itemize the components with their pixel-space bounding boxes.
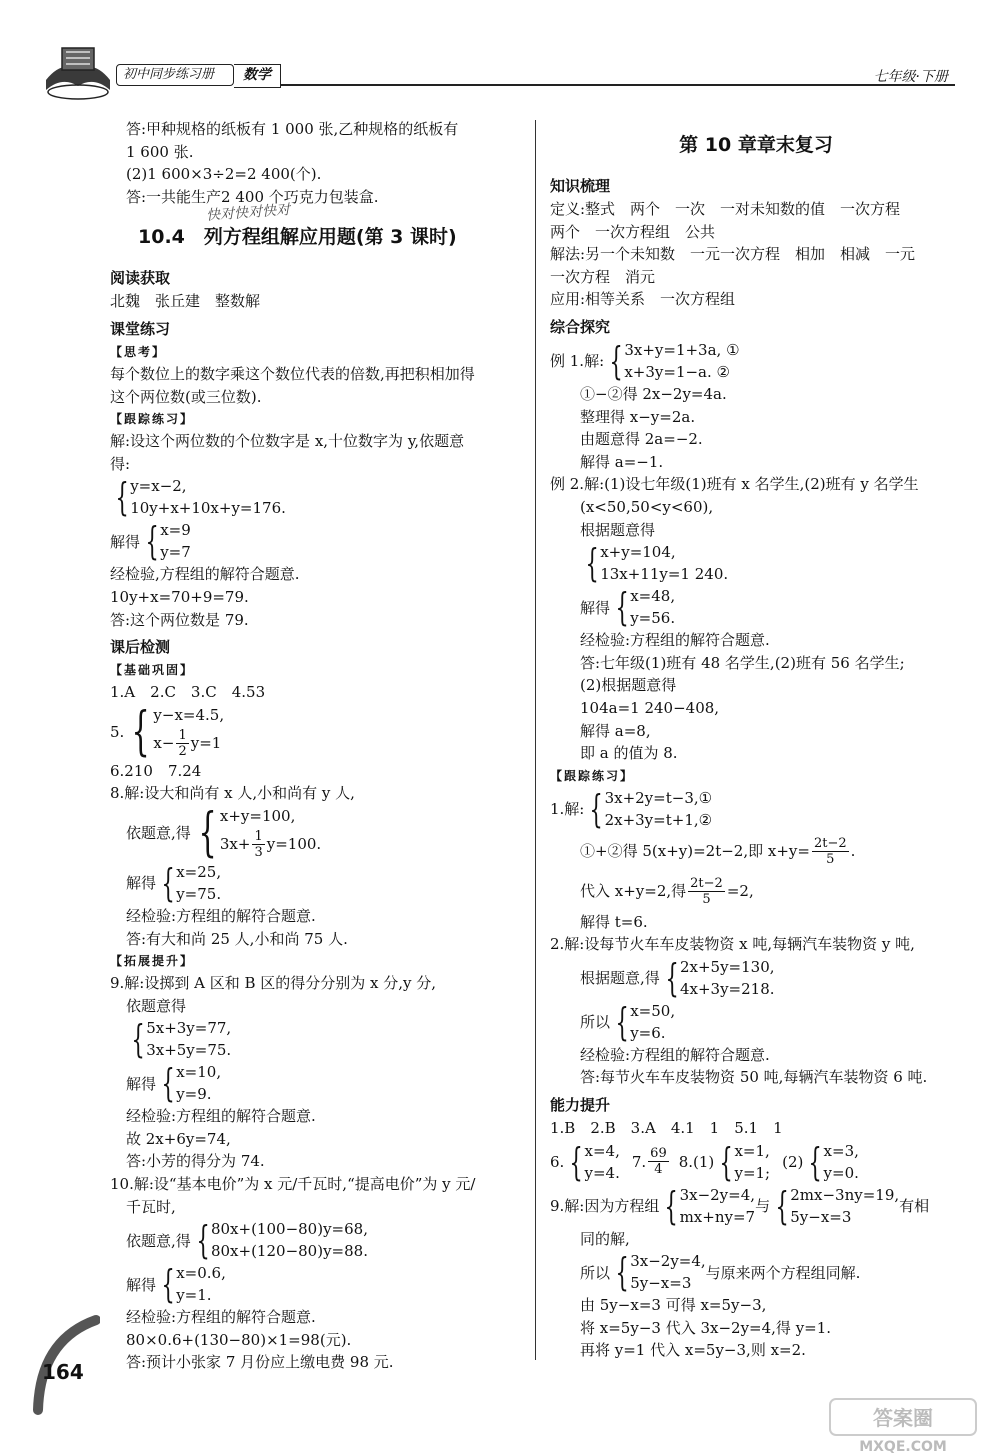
answer-line: 答:预计小张家 7 月份应上缴电费 98 元.	[126, 1353, 394, 1372]
brace-icon: {	[615, 585, 629, 630]
equation: 3x+5y=75.	[146, 1041, 232, 1060]
eq-part: .	[850, 841, 856, 860]
eq-part: ①+②得 5(x+y)=2t−2,即 x+y=	[580, 841, 810, 860]
equation: 5y−x=3	[630, 1274, 692, 1293]
answer-line: 答:一共能生产2 400 个巧克力包装盒.	[126, 187, 379, 206]
brace-icon: {	[609, 338, 623, 383]
check-line: 经检验,方程组的解符合题意.	[110, 565, 300, 584]
step-line: 再将 y=1 代入 x=5y−3,则 x=2.	[580, 1341, 806, 1360]
step-line: 整理得 x−y=2a.	[580, 407, 696, 426]
q10-head: 10.解:设“基本电价”为 x 元/千瓦时,“提高电价”为 y 元/	[110, 1175, 476, 1194]
section-title: 10.4 列方程组解应用题(第 3 课时)	[138, 226, 457, 249]
left-column	[110, 118, 525, 1374]
equation: x=25,	[176, 862, 222, 881]
brace-icon: {	[131, 1017, 145, 1062]
q6-label: 6.	[550, 1152, 565, 1171]
answers-1-4: 1.A 2.C 3.C 4.53	[110, 683, 266, 702]
step-line: 经检验:方程组的解符合题意.	[580, 631, 770, 650]
solution	[110, 519, 525, 563]
eq-part: 3x+	[219, 834, 251, 853]
step-line: 由 5y−x=3 可得 x=5y−3,	[580, 1296, 767, 1315]
equation: y=75.	[176, 884, 222, 903]
brace-icon: {	[615, 999, 629, 1044]
right-column	[550, 118, 962, 1362]
answers-1-5: 1.B 2.B 3.A 4.1 1 5.1 1	[550, 1119, 783, 1138]
fraction	[812, 836, 849, 867]
t2-system	[550, 956, 962, 1000]
answer-line: (2)1 600×3÷2=2 400(个).	[126, 165, 322, 184]
t1-label: 1.解:	[550, 800, 585, 819]
answer-line: 1 600 张.	[126, 142, 194, 161]
equation: y=1;	[734, 1163, 771, 1182]
equation: x+y=104,	[600, 543, 676, 562]
equation: y=4.	[584, 1163, 620, 1182]
step-line: 解得 a=−1.	[580, 452, 664, 471]
equation: 80x+(100−80)y=68,	[210, 1220, 368, 1239]
q10-solution	[110, 1262, 525, 1306]
equation-system	[110, 475, 525, 519]
page-header	[0, 0, 1000, 100]
yiti-label: 根据题意得	[580, 520, 656, 539]
watermark-logo-icon	[828, 1395, 978, 1455]
section-label-yuedu: 阅读获取	[110, 269, 171, 288]
page-number: 164	[42, 1360, 84, 1384]
suoyi-label: 所以	[580, 1013, 611, 1032]
step-line: 即 a 的值为 8.	[580, 744, 678, 763]
equation: x+3y=1−a. ②	[624, 362, 730, 381]
calc-line: 10y+x=70+9=79.	[110, 587, 249, 606]
equation	[153, 726, 224, 760]
equation: 3x−2y=4,	[630, 1252, 706, 1271]
jiede-label: 解得	[126, 874, 157, 893]
step-line: 将 x=5y−3 代入 3x−2y=4,得 y=1.	[580, 1318, 832, 1337]
answer-line: 答:每节火车车皮装物资 50 吨,每辆汽车装物资 6 吨.	[580, 1068, 928, 1087]
svg-text:MXQE.COM: MXQE.COM	[859, 1439, 947, 1455]
equation: x=0.6,	[176, 1264, 226, 1283]
equation: x=4,	[584, 1141, 620, 1160]
equation: y=56.	[630, 609, 676, 628]
q9-head: 9.解:设掷到 A 区和 B 区的得分分别为 x 分,y 分,	[110, 974, 437, 993]
ex2-head: 例 2.解:(1)设七年级(1)班有 x 名学生,(2)班有 y 名学生	[550, 475, 919, 494]
yiti-label: 依题意,得	[126, 824, 191, 843]
ex2-system	[550, 541, 962, 585]
section-label-zhishi: 知识梳理	[550, 177, 611, 195]
equation: 2x+5y=130,	[679, 957, 775, 976]
text-line: 每个数位上的数字乘这个数位代表的倍数,再把积相加得	[110, 364, 475, 383]
text-line: 应用:相等关系 一次方程组	[550, 290, 736, 309]
q9-head: 9.解:因为方程组	[550, 1197, 660, 1216]
text-line: 这个两位数(或三位数).	[110, 387, 262, 406]
tuozhan-tag: 【拓展提升】	[110, 954, 195, 969]
numerator: 2t−2	[690, 876, 723, 892]
step-line: (2)根据题意得	[580, 676, 677, 695]
equation: y=0.	[823, 1163, 859, 1182]
svg-text:答案圈: 答案圈	[873, 1406, 933, 1430]
equation: 5x+3y=77,	[146, 1019, 232, 1038]
brace-icon: {	[665, 955, 679, 1000]
answer-line: 答:这个两位数是 79.	[110, 610, 249, 629]
brace-icon: {	[775, 1183, 789, 1228]
answer-line: 答:小芳的得分为 74.	[126, 1152, 265, 1171]
equation	[220, 827, 321, 861]
handwritten-scribble: 快对快对快对	[205, 202, 291, 224]
numerator: 2t−2	[813, 836, 847, 852]
sikao-tag: 【思考】	[110, 344, 167, 359]
section-label-ketang: 课堂练习	[110, 319, 171, 338]
denominator: 2	[178, 744, 187, 760]
calc-line: 80×0.6+(130−80)×1=98(元).	[126, 1330, 352, 1349]
step-line: ①−②得 2x−2y=4a.	[580, 384, 727, 403]
text-line: 定义:整式 两个 一次 一对未知数的值 一次方程	[550, 200, 901, 218]
equation: 2mx−3ny=19,	[790, 1185, 900, 1204]
equation: y=6.	[630, 1023, 666, 1042]
step-line: 解得 a=8,	[580, 721, 651, 740]
equation: y−x=4.5,	[153, 705, 225, 724]
yu-label: 与	[755, 1197, 771, 1216]
brace-icon: {	[161, 1262, 175, 1307]
brace-icon: {	[161, 1061, 175, 1106]
q5-label: 5.	[110, 722, 125, 741]
numerator: 1	[178, 728, 187, 744]
eq-part: x−	[153, 733, 175, 752]
step-line	[550, 871, 962, 911]
genzong-tag: 【跟踪练习】	[550, 768, 635, 783]
equation: y=7	[160, 543, 191, 562]
jichu-tag: 【基础巩固】	[110, 663, 195, 678]
ex2-head: (x<50,50<y<60),	[580, 497, 714, 516]
equation: x=48,	[630, 587, 676, 606]
yiti-label: 根据题意,得	[580, 969, 660, 988]
equation: 3x−2y=4,	[679, 1185, 756, 1204]
t2-head: 2.解:设每节火车车皮装物资 x 吨,每辆汽车装物资 y 吨,	[550, 935, 915, 954]
jiede-label: 解得	[126, 1074, 157, 1093]
text-line: 同的解,	[580, 1229, 630, 1248]
brace-icon: {	[569, 1139, 584, 1184]
q9-system	[110, 1017, 525, 1061]
text-part: 与原来两个方程组同解.	[705, 1263, 861, 1282]
eq-part: 代入 x+y=2,得	[580, 881, 687, 900]
equation: 2x+3y=t+1,②	[604, 810, 713, 829]
equation: 3x+y=1+3a, ①	[624, 340, 740, 359]
step-line: 104a=1 240−408,	[580, 698, 720, 717]
check-line: 经检验:方程组的解符合题意.	[126, 1107, 316, 1126]
equation: 4x+3y=218.	[679, 979, 775, 998]
equation: x=3,	[823, 1141, 859, 1160]
q8-label: 8.(1)	[678, 1152, 715, 1171]
brace-icon: {	[589, 786, 604, 831]
chapter-title: 第 10 章章末复习	[679, 134, 833, 156]
text-line: 解法:另一个未知数 一元一次方程 相加 相减 一元	[550, 245, 916, 264]
equation: 10y+x+10x+y=176.	[130, 499, 286, 518]
equation: mx+ny=7	[679, 1207, 756, 1226]
check-line: 经检验:方程组的解符合题意.	[580, 1045, 770, 1064]
brace-icon: {	[196, 1218, 210, 1263]
equation: y=1.	[176, 1286, 212, 1305]
n9-system	[550, 1250, 962, 1294]
q8-system	[110, 802, 525, 863]
text-line: 解:设这个两位数的个位数字是 x,十位数字为 y,依题意	[110, 432, 465, 451]
calc-line: 故 2x+6y=74,	[126, 1129, 231, 1148]
q7-label: 7.	[631, 1152, 647, 1171]
subject-label: 数学	[234, 64, 281, 88]
book-logo-icon	[42, 40, 114, 102]
brace-icon: {	[115, 475, 129, 520]
equation: 5y−x=3	[790, 1207, 852, 1226]
brace-icon: {	[198, 802, 217, 863]
ex1-label: 例 1.解:	[550, 352, 605, 371]
q8-solution	[110, 861, 525, 905]
text-line: 两个 一次方程组 公共	[550, 222, 716, 241]
q5-system	[110, 701, 525, 762]
equation: x=50,	[630, 1001, 676, 1020]
answer-line: 答:有大和尚 25 人,小和尚 75 人.	[126, 929, 348, 948]
brace-icon: {	[161, 860, 175, 905]
step-line	[550, 831, 962, 871]
equation: x=1,	[734, 1141, 770, 1160]
jiede-label: 解得	[126, 1275, 157, 1294]
brace-icon: {	[808, 1139, 823, 1184]
section-label-nengli: 能力提升	[550, 1096, 611, 1115]
check-line: 经检验:方程组的解符合题意.	[126, 906, 316, 925]
t1-system	[550, 787, 962, 831]
equation: 80x+(120−80)y=88.	[210, 1242, 368, 1261]
answers-6-8	[550, 1140, 962, 1184]
series-title: 初中同步练习册	[116, 64, 234, 86]
text-part: 有相	[899, 1197, 930, 1216]
fraction	[176, 728, 188, 759]
numerator: 69	[650, 1146, 667, 1162]
equation: 13x+11y=1 240.	[600, 565, 729, 584]
q9-solution	[110, 1061, 525, 1105]
answers-6-7: 6.210 7.24	[110, 761, 202, 780]
q10-head: 千瓦时,	[126, 1197, 176, 1216]
step-line: 答:七年级(1)班有 48 名学生,(2)班有 56 名学生;	[580, 653, 905, 672]
brace-icon: {	[131, 701, 150, 762]
eq-part: y=1	[190, 733, 222, 752]
brace-icon: {	[664, 1183, 679, 1228]
equation: x=9	[160, 521, 191, 540]
fraction	[688, 876, 725, 907]
eq-part: =2,	[726, 881, 754, 900]
brace-icon: {	[145, 519, 159, 564]
equation: y=9.	[176, 1085, 212, 1104]
fraction	[252, 829, 264, 860]
grade-label: 七年级·下册	[873, 69, 948, 85]
ex1-system	[550, 339, 962, 383]
q8-part2-label: (2)	[782, 1152, 804, 1171]
jiede-label: 解得	[110, 532, 141, 551]
denominator: 5	[826, 852, 835, 868]
section-label-zonghe: 综合探究	[550, 317, 611, 336]
genzong-tag: 【跟踪练习】	[110, 412, 195, 427]
text-line: 一次方程 消元	[550, 267, 656, 286]
t2-solution	[550, 1000, 962, 1044]
equation: x+y=100,	[219, 806, 296, 825]
equation: 3x+2y=t−3,①	[604, 788, 713, 807]
q8-head: 8.解:设大和尚有 x 人,小和尚有 y 人,	[110, 784, 355, 803]
eq-part: y=100.	[266, 834, 322, 853]
check-line: 经检验:方程组的解符合题意.	[126, 1308, 316, 1327]
numerator: 1	[254, 829, 263, 845]
suoyi-label: 所以	[580, 1263, 611, 1282]
fraction	[648, 1146, 669, 1177]
text-line: 得:	[110, 454, 131, 473]
section-label-kehou: 课后检测	[110, 638, 171, 657]
q10-system	[110, 1218, 525, 1262]
brace-icon: {	[615, 1250, 629, 1295]
step-line: 由题意得 2a=−2.	[580, 430, 703, 449]
brace-icon: {	[585, 541, 599, 586]
jiede-label: 解得	[580, 598, 611, 617]
yiti-label: 依题意,得	[126, 1231, 191, 1250]
equation: y=x−2,	[130, 477, 187, 496]
yuedu-answer: 北魏 张丘建 整数解	[110, 292, 261, 311]
denominator: 5	[702, 892, 711, 908]
equation: x=10,	[176, 1063, 222, 1082]
yiti-label: 依题意得	[126, 996, 187, 1015]
denominator: 3	[254, 845, 263, 861]
column-divider	[535, 120, 536, 1360]
ex2-solution	[550, 585, 962, 629]
brace-icon: {	[719, 1139, 734, 1184]
n9-head	[550, 1184, 962, 1228]
denominator: 4	[654, 1162, 663, 1178]
step-line: 解得 t=6.	[580, 912, 648, 931]
header-rule	[280, 84, 955, 86]
answer-line: 答:甲种规格的纸板有 1 000 张,乙种规格的纸板有	[126, 120, 459, 138]
